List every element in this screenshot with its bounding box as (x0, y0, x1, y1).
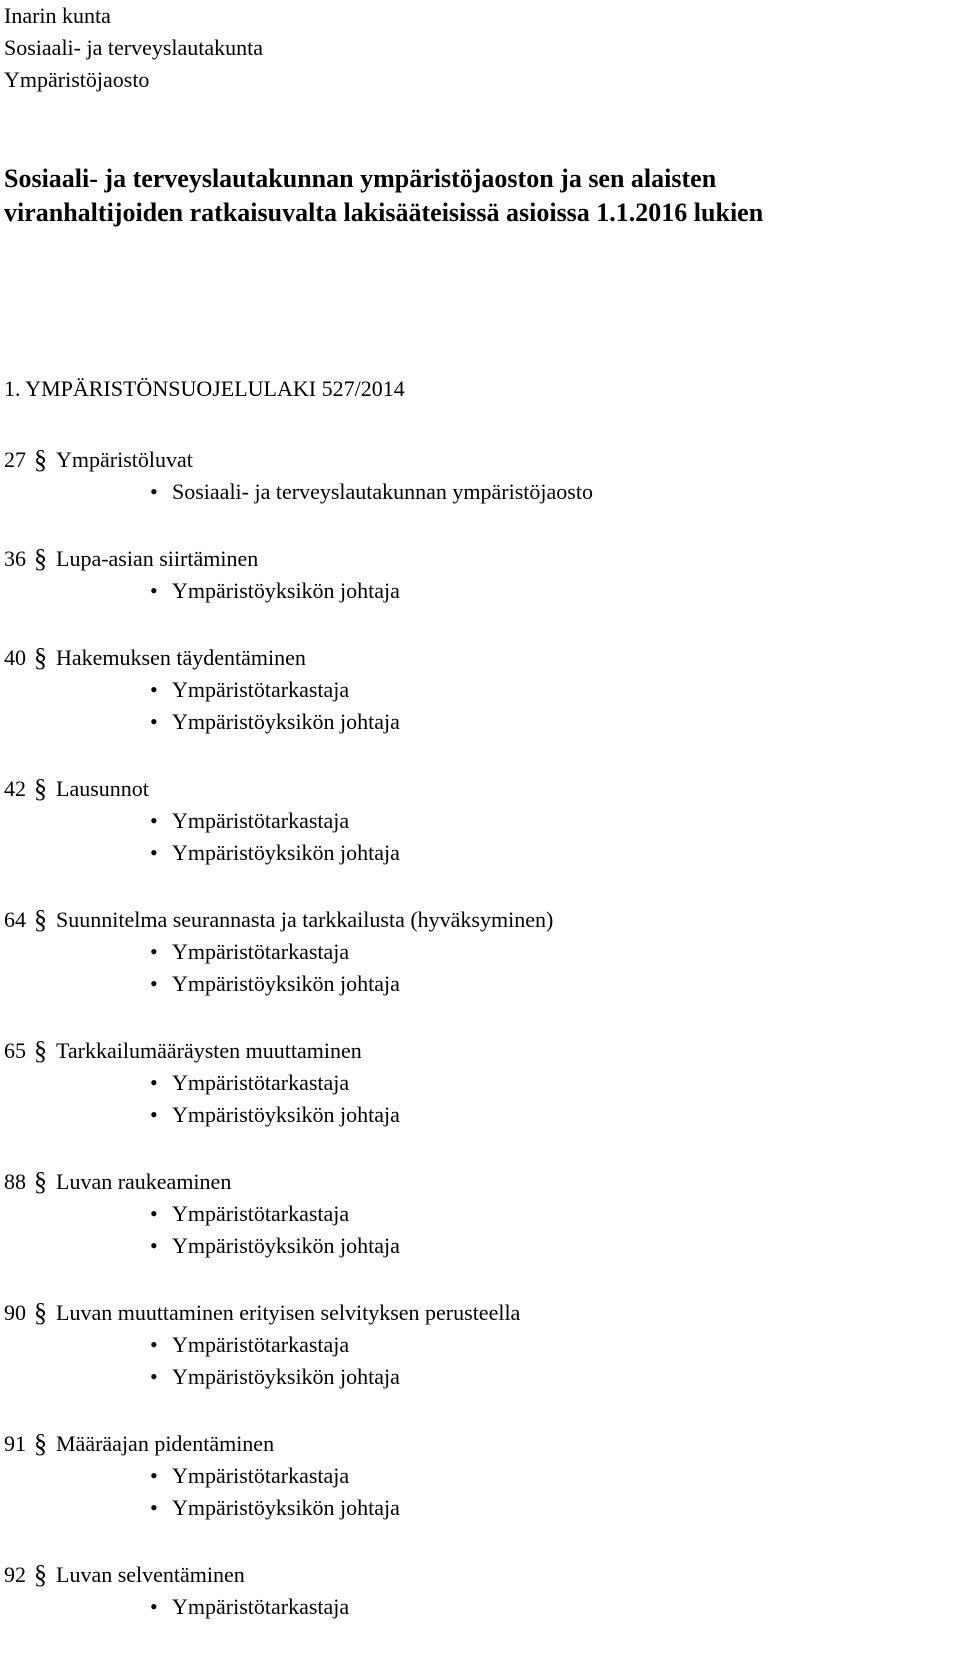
authority-name: Sosiaali- ja terveyslautakunnan ympäristöjaosto (172, 479, 593, 504)
list-item (4, 1591, 593, 1623)
authority-list (4, 575, 593, 607)
section-65 (4, 1034, 593, 1131)
section-40 (4, 641, 593, 738)
authority-list (4, 1067, 593, 1131)
authority-name: Ympäristöyksikön johtaja (172, 578, 400, 603)
section-sign-icon: § (34, 905, 47, 934)
authority-name: Ympäristötarkastaja (172, 1463, 350, 1488)
document-page (4, 0, 954, 1619)
bullet-icon: • (150, 578, 158, 603)
authority-name: Ympäristöyksikön johtaja (172, 1233, 400, 1258)
section-sign-icon: § (34, 1429, 47, 1458)
authority-list (4, 1329, 593, 1393)
section-title: Suunnitelma seurannasta ja tarkkailusta (hyväksyminen) (56, 907, 554, 932)
section-sign-icon: § (34, 774, 47, 803)
section-number: 91 (4, 1431, 26, 1456)
section-number: 27 (4, 447, 26, 472)
section-42 (4, 772, 593, 869)
list-item (4, 1361, 593, 1393)
bullet-icon: • (150, 1070, 158, 1095)
municipality-name: Inarin kunta (4, 3, 111, 28)
bullet-icon: • (150, 971, 158, 996)
authority-name: Ympäristötarkastaja (172, 939, 350, 964)
section-heading (4, 1296, 593, 1329)
section-sign-icon: § (34, 1298, 47, 1327)
section-title: Tarkkailumääräysten muuttaminen (56, 1038, 362, 1063)
section-sign-icon: § (34, 1560, 47, 1589)
title-line-2: viranhaltijoiden ratkaisuvalta lakisääteisissä asioissa 1.1.2016 lukien (4, 198, 764, 227)
bullet-icon: • (150, 840, 158, 865)
section-title: Luvan selventäminen (56, 1562, 245, 1587)
authority-list (4, 1591, 593, 1623)
section-64 (4, 903, 593, 1000)
list-item (4, 1067, 593, 1099)
list-item (4, 968, 593, 1000)
authority-list (4, 674, 593, 738)
section-title: Määräajan pidentäminen (56, 1431, 275, 1456)
section-heading (4, 1165, 593, 1198)
bullet-icon: • (150, 1233, 158, 1258)
bullet-icon: • (150, 939, 158, 964)
authority-name: Ympäristöyksikön johtaja (172, 1495, 400, 1520)
section-number: 40 (4, 645, 26, 670)
authority-list (4, 1460, 593, 1524)
authority-name: Ympäristöyksikön johtaja (172, 1102, 400, 1127)
list-item (4, 674, 593, 706)
authority-name: Ympäristötarkastaja (172, 1332, 350, 1357)
list-item (4, 1198, 593, 1230)
section-number: 65 (4, 1038, 26, 1063)
section-88 (4, 1165, 593, 1262)
section-list (4, 443, 593, 1657)
section-92 (4, 1558, 593, 1623)
authority-list (4, 936, 593, 1000)
section-number: 88 (4, 1169, 26, 1194)
list-item (4, 1230, 593, 1262)
section-number: 36 (4, 546, 26, 571)
authority-name: Ympäristöyksikön johtaja (172, 709, 400, 734)
authority-name: Ympäristöyksikön johtaja (172, 1364, 400, 1389)
list-item (4, 837, 593, 869)
section-title: Lupa-asian siirtäminen (56, 546, 259, 571)
section-90 (4, 1296, 593, 1393)
list-item (4, 805, 593, 837)
bullet-icon: • (150, 1463, 158, 1488)
list-item (4, 575, 593, 607)
bullet-icon: • (150, 808, 158, 833)
board-name: Sosiaali- ja terveyslautakunta (4, 35, 264, 60)
authority-name: Ympäristöyksikön johtaja (172, 840, 400, 865)
authority-name: Ympäristöyksikön johtaja (172, 971, 400, 996)
authority-list (4, 805, 593, 869)
section-title: Hakemuksen täydentäminen (56, 645, 306, 670)
bullet-icon: • (150, 1495, 158, 1520)
section-sign-icon: § (34, 544, 47, 573)
list-item (4, 476, 593, 508)
list-item (4, 936, 593, 968)
section-91 (4, 1427, 593, 1524)
document-header (4, 0, 954, 96)
section-number: 90 (4, 1300, 26, 1325)
bullet-icon: • (150, 1594, 158, 1619)
authority-list (4, 476, 593, 508)
list-item (4, 706, 593, 738)
authority-name: Ympäristötarkastaja (172, 1594, 350, 1619)
bullet-icon: • (150, 677, 158, 702)
bullet-icon: • (150, 1364, 158, 1389)
section-36 (4, 542, 593, 607)
section-number: 64 (4, 907, 26, 932)
section-heading (4, 1034, 593, 1067)
section-sign-icon: § (34, 643, 47, 672)
division-name: Ympäristöjaosto (4, 67, 150, 92)
section-sign-icon: § (34, 445, 47, 474)
list-item (4, 1329, 593, 1361)
section-number: 92 (4, 1562, 26, 1587)
section-heading (4, 641, 593, 674)
authority-name: Ympäristötarkastaja (172, 1070, 350, 1095)
document-title (4, 162, 763, 230)
list-item (4, 1099, 593, 1131)
section-heading (4, 542, 593, 575)
authority-name: Ympäristötarkastaja (172, 808, 350, 833)
section-title: Luvan muuttaminen erityisen selvityksen perusteella (56, 1300, 521, 1325)
authority-name: Ympäristötarkastaja (172, 677, 350, 702)
bullet-icon: • (150, 1201, 158, 1226)
chapter-heading: 1. YMPÄRISTÖNSUOJELULAKI 527/2014 (4, 376, 405, 401)
section-heading (4, 1427, 593, 1460)
authority-list (4, 1198, 593, 1262)
section-sign-icon: § (34, 1036, 47, 1065)
list-item (4, 1492, 593, 1524)
section-27 (4, 443, 593, 508)
section-title: Luvan raukeaminen (56, 1169, 232, 1194)
authority-name: Ympäristötarkastaja (172, 1201, 350, 1226)
bullet-icon: • (150, 1332, 158, 1357)
section-heading (4, 443, 593, 476)
bullet-icon: • (150, 1102, 158, 1127)
section-title: Ympäristöluvat (56, 447, 193, 472)
section-number: 42 (4, 776, 26, 801)
section-heading (4, 903, 593, 936)
title-line-1: Sosiaali- ja terveyslautakunnan ympäristöjaoston ja sen alaisten (4, 164, 717, 193)
list-item (4, 1460, 593, 1492)
section-heading (4, 772, 593, 805)
section-title: Lausunnot (56, 776, 149, 801)
section-sign-icon: § (34, 1167, 47, 1196)
bullet-icon: • (150, 479, 158, 504)
bullet-icon: • (150, 709, 158, 734)
section-heading (4, 1558, 593, 1591)
